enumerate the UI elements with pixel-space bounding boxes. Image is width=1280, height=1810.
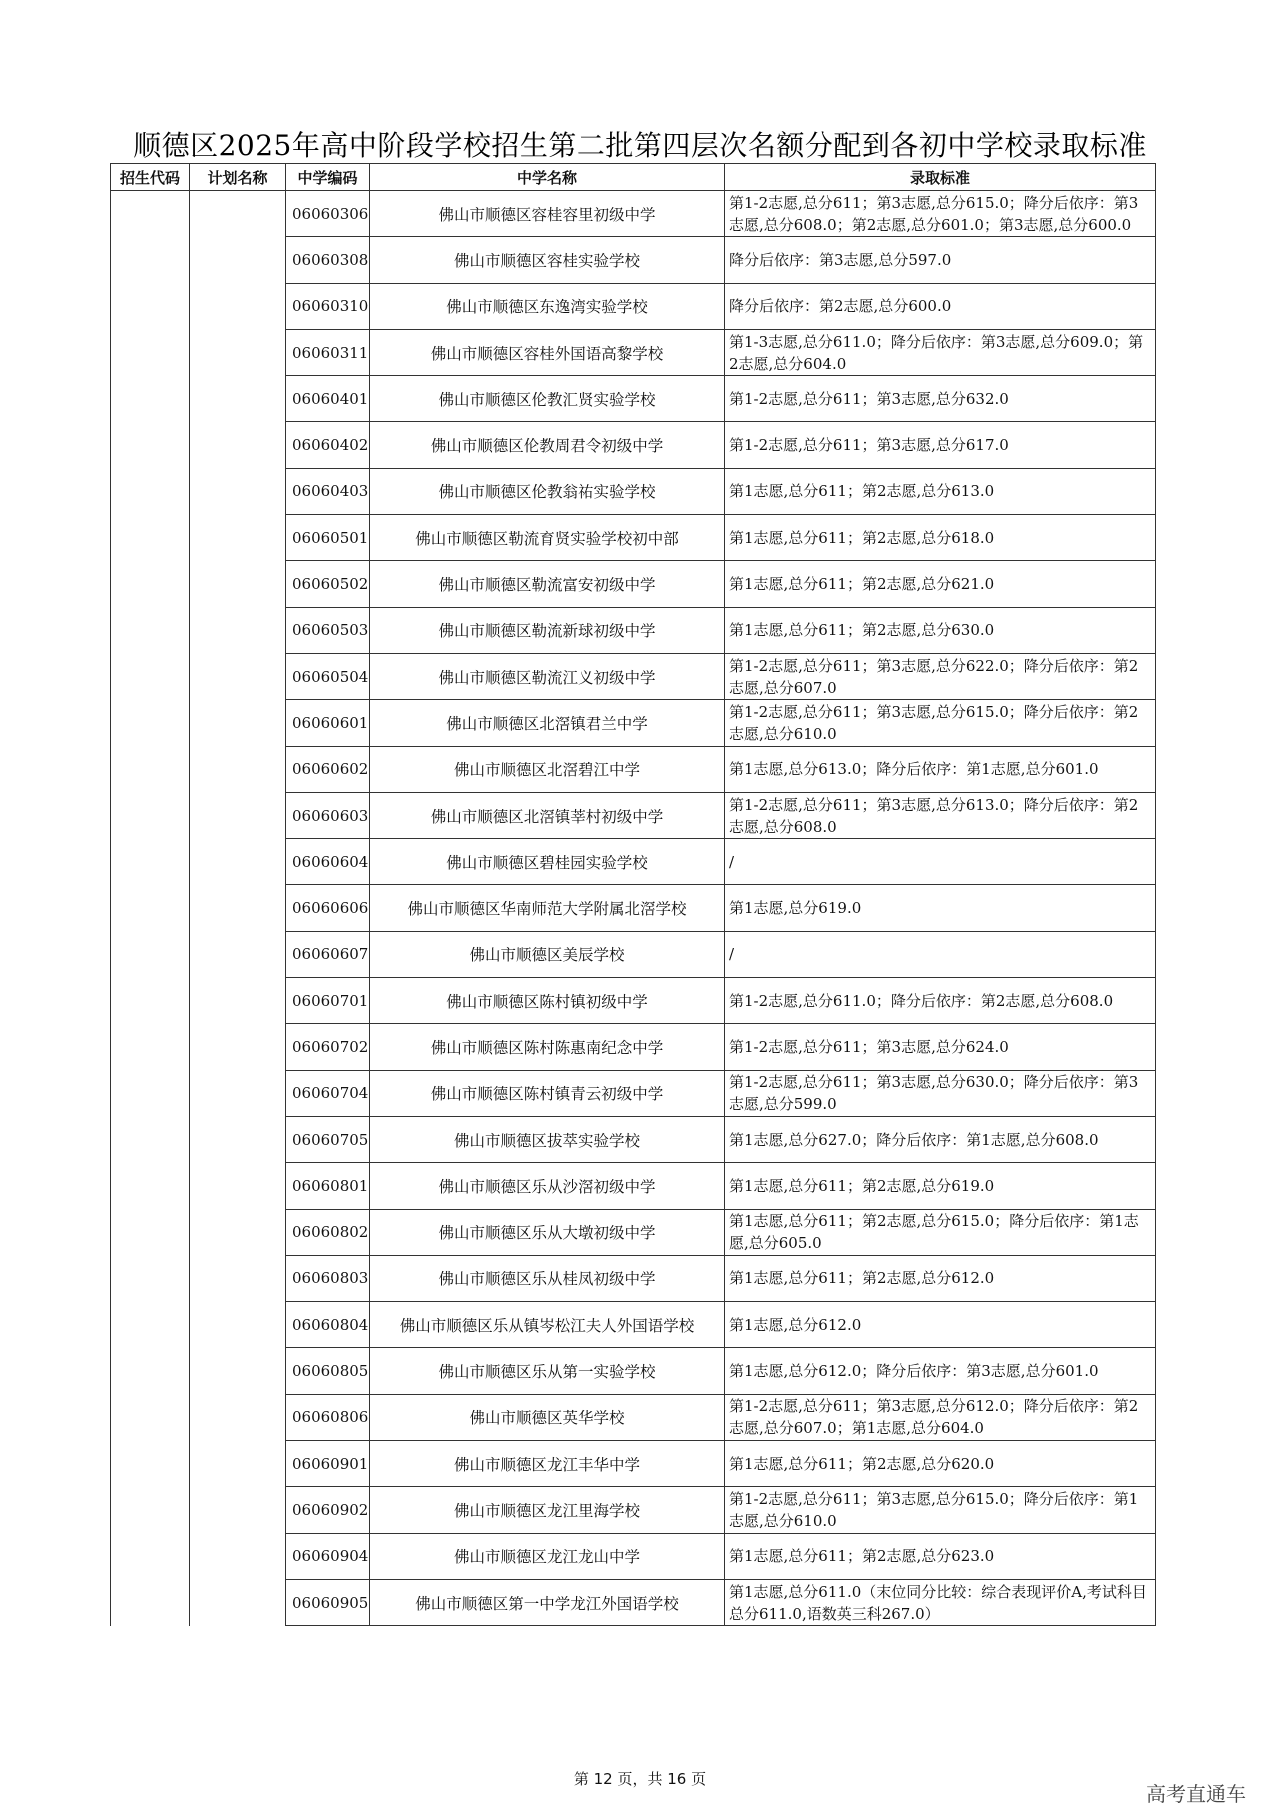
criteria-cell: 第1-2志愿,总分611；第3志愿,总分615.0；降分后依序：第1志愿,总分610.0 <box>725 1487 1156 1533</box>
table-row <box>111 746 1156 792</box>
school-name-cell: 佛山市顺德区勒流新球初级中学 <box>370 607 725 653</box>
table-row <box>111 1302 1156 1348</box>
recruit-code-cell <box>111 1070 190 1116</box>
table-row <box>111 1116 1156 1162</box>
criteria-cell: 降分后依序：第3志愿,总分597.0 <box>725 237 1156 283</box>
table-row <box>111 1441 1156 1487</box>
plan-name-cell <box>190 1394 286 1440</box>
plan-name-cell <box>190 1024 286 1070</box>
plan-name-cell <box>190 1348 286 1394</box>
recruit-code-cell <box>111 1441 190 1487</box>
plan-name-cell <box>190 1070 286 1116</box>
table-row <box>111 653 1156 699</box>
table-row <box>111 237 1156 283</box>
school-code-cell: 06060308 <box>286 237 370 283</box>
plan-name-cell <box>190 1579 286 1625</box>
school-code-cell: 06060401 <box>286 376 370 422</box>
header-recruit-code: 招生代码 <box>111 164 190 191</box>
plan-name-cell <box>190 885 286 931</box>
recruit-code-cell <box>111 561 190 607</box>
school-name-cell: 佛山市顺德区陈村镇初级中学 <box>370 978 725 1024</box>
table-row <box>111 700 1156 746</box>
table-row <box>111 839 1156 885</box>
school-code-cell: 06060905 <box>286 1579 370 1625</box>
criteria-cell: 第1-2志愿,总分611；第3志愿,总分622.0；降分后依序：第2志愿,总分607.0 <box>725 653 1156 699</box>
criteria-cell: 第1志愿,总分627.0；降分后依序：第1志愿,总分608.0 <box>725 1116 1156 1162</box>
criteria-cell: 第1志愿,总分619.0 <box>725 885 1156 931</box>
criteria-cell: 第1志愿,总分611；第2志愿,总分620.0 <box>725 1441 1156 1487</box>
recruit-code-cell <box>111 1209 190 1255</box>
school-code-cell: 06060802 <box>286 1209 370 1255</box>
criteria-cell: 第1志愿,总分611.0（末位同分比较：综合表现评价A,考试科目总分611.0,语数英三科267.0） <box>725 1579 1156 1625</box>
plan-name-cell <box>190 237 286 283</box>
school-code-cell: 06060801 <box>286 1163 370 1209</box>
school-name-cell: 佛山市顺德区北滘碧江中学 <box>370 746 725 792</box>
school-code-cell: 06060310 <box>286 283 370 329</box>
table-row <box>111 468 1156 514</box>
school-code-cell: 06060504 <box>286 653 370 699</box>
school-code-cell: 06060503 <box>286 607 370 653</box>
plan-name-cell <box>190 931 286 977</box>
school-name-cell: 佛山市顺德区伦教周君令初级中学 <box>370 422 725 468</box>
criteria-cell: 第1-2志愿,总分611；第3志愿,总分630.0；降分后依序：第3志愿,总分599.0 <box>725 1070 1156 1116</box>
header-school-code: 中学编码 <box>286 164 370 191</box>
criteria-cell: 第1志愿,总分611；第2志愿,总分619.0 <box>725 1163 1156 1209</box>
table-row <box>111 607 1156 653</box>
table-row <box>111 1024 1156 1070</box>
recruit-code-cell <box>111 283 190 329</box>
page-title: 顺德区2025年高中阶段学校招生第二批第四层次名额分配到各初中学校录取标准 <box>133 129 1147 162</box>
criteria-cell: 第1-3志愿,总分611.0；降分后依序：第3志愿,总分609.0；第2志愿,总分604.0 <box>725 329 1156 375</box>
school-name-cell: 佛山市顺德区北滘镇莘村初级中学 <box>370 792 725 838</box>
plan-name-cell <box>190 329 286 375</box>
table-row <box>111 792 1156 838</box>
table-row <box>111 931 1156 977</box>
school-code-cell: 06060607 <box>286 931 370 977</box>
plan-name-cell <box>190 746 286 792</box>
school-code-cell: 06060502 <box>286 561 370 607</box>
criteria-cell: 第1志愿,总分611；第2志愿,总分630.0 <box>725 607 1156 653</box>
recruit-code-cell <box>111 1394 190 1440</box>
school-name-cell: 佛山市顺德区龙江龙山中学 <box>370 1533 725 1579</box>
plan-name-cell <box>190 1533 286 1579</box>
recruit-code-cell <box>111 1579 190 1625</box>
school-name-cell: 佛山市顺德区拔萃实验学校 <box>370 1116 725 1162</box>
table-row <box>111 515 1156 561</box>
criteria-cell: 第1-2志愿,总分611；第3志愿,总分612.0；降分后依序：第2志愿,总分607.0；第1志愿,总分604.0 <box>725 1394 1156 1440</box>
criteria-cell: 第1志愿,总分611；第2志愿,总分613.0 <box>725 468 1156 514</box>
school-code-cell: 06060902 <box>286 1487 370 1533</box>
plan-name-cell <box>190 191 286 237</box>
recruit-code-cell <box>111 1302 190 1348</box>
school-code-cell: 06060804 <box>286 1302 370 1348</box>
header-school-name: 中学名称 <box>370 164 725 191</box>
school-name-cell: 佛山市顺德区容桂容里初级中学 <box>370 191 725 237</box>
school-code-cell: 06060306 <box>286 191 370 237</box>
recruit-code-cell <box>111 885 190 931</box>
criteria-cell: 第1-2志愿,总分611；第3志愿,总分617.0 <box>725 422 1156 468</box>
criteria-cell: 第1志愿,总分611；第2志愿,总分615.0；降分后依序：第1志愿,总分605.0 <box>725 1209 1156 1255</box>
school-name-cell: 佛山市顺德区勒流富安初级中学 <box>370 561 725 607</box>
school-name-cell: 佛山市顺德区英华学校 <box>370 1394 725 1440</box>
recruit-code-cell <box>111 1255 190 1301</box>
school-code-cell: 06060901 <box>286 1441 370 1487</box>
recruit-code-cell <box>111 237 190 283</box>
school-code-cell: 06060701 <box>286 978 370 1024</box>
recruit-code-cell <box>111 329 190 375</box>
table-row <box>111 561 1156 607</box>
criteria-cell: 第1-2志愿,总分611；第3志愿,总分615.0；降分后依序：第2志愿,总分610.0 <box>725 700 1156 746</box>
school-name-cell: 佛山市顺德区陈村镇青云初级中学 <box>370 1070 725 1116</box>
school-code-cell: 06060805 <box>286 1348 370 1394</box>
school-name-cell: 佛山市顺德区容桂实验学校 <box>370 237 725 283</box>
table-row <box>111 1533 1156 1579</box>
criteria-cell: 第1志愿,总分611；第2志愿,总分612.0 <box>725 1255 1156 1301</box>
recruit-code-cell <box>111 931 190 977</box>
recruit-code-cell <box>111 1163 190 1209</box>
criteria-cell: 第1志愿,总分613.0；降分后依序：第1志愿,总分601.0 <box>725 746 1156 792</box>
recruit-code-cell <box>111 1487 190 1533</box>
recruit-code-cell <box>111 746 190 792</box>
criteria-cell: 第1-2志愿,总分611；第3志愿,总分624.0 <box>725 1024 1156 1070</box>
table-row <box>111 376 1156 422</box>
watermark: 高考直通车 <box>1146 1782 1246 1806</box>
school-name-cell: 佛山市顺德区乐从沙滘初级中学 <box>370 1163 725 1209</box>
recruit-code-cell <box>111 607 190 653</box>
plan-name-cell <box>190 607 286 653</box>
school-code-cell: 06060702 <box>286 1024 370 1070</box>
school-code-cell: 06060603 <box>286 792 370 838</box>
school-name-cell: 佛山市顺德区陈村陈惠南纪念中学 <box>370 1024 725 1070</box>
criteria-cell: 第1-2志愿,总分611；第3志愿,总分615.0；降分后依序：第3志愿,总分608.0；第2志愿,总分601.0；第3志愿,总分600.0 <box>725 191 1156 237</box>
table-row <box>111 1487 1156 1533</box>
school-code-cell: 06060501 <box>286 515 370 561</box>
table-row <box>111 422 1156 468</box>
table-row <box>111 885 1156 931</box>
table-row <box>111 1163 1156 1209</box>
school-name-cell: 佛山市顺德区华南师范大学附属北滘学校 <box>370 885 725 931</box>
table-row <box>111 1579 1156 1625</box>
plan-name-cell <box>190 978 286 1024</box>
criteria-cell: 第1志愿,总分612.0 <box>725 1302 1156 1348</box>
recruit-code-cell <box>111 700 190 746</box>
school-code-cell: 06060403 <box>286 468 370 514</box>
recruit-code-cell <box>111 1348 190 1394</box>
table-row <box>111 1255 1156 1301</box>
school-name-cell: 佛山市顺德区美辰学校 <box>370 931 725 977</box>
recruit-code-cell <box>111 978 190 1024</box>
school-name-cell: 佛山市顺德区伦教汇贤实验学校 <box>370 376 725 422</box>
school-name-cell: 佛山市顺德区龙江丰华中学 <box>370 1441 725 1487</box>
school-code-cell: 06060705 <box>286 1116 370 1162</box>
recruit-code-cell <box>111 839 190 885</box>
school-code-cell: 06060602 <box>286 746 370 792</box>
table-row <box>111 1394 1156 1440</box>
table-header-row <box>111 164 1156 191</box>
school-name-cell: 佛山市顺德区乐从大墩初级中学 <box>370 1209 725 1255</box>
criteria-cell: 第1志愿,总分612.0；降分后依序：第3志愿,总分601.0 <box>725 1348 1156 1394</box>
plan-name-cell <box>190 700 286 746</box>
criteria-cell: 第1志愿,总分611；第2志愿,总分621.0 <box>725 561 1156 607</box>
recruit-code-cell <box>111 515 190 561</box>
school-name-cell: 佛山市顺德区北滘镇君兰中学 <box>370 700 725 746</box>
recruit-code-cell <box>111 792 190 838</box>
criteria-cell: 第1-2志愿,总分611；第3志愿,总分632.0 <box>725 376 1156 422</box>
plan-name-cell <box>190 839 286 885</box>
plan-name-cell <box>190 792 286 838</box>
plan-name-cell <box>190 1441 286 1487</box>
criteria-cell: 降分后依序：第2志愿,总分600.0 <box>725 283 1156 329</box>
plan-name-cell <box>190 1255 286 1301</box>
school-code-cell: 06060601 <box>286 700 370 746</box>
header-plan-name: 计划名称 <box>190 164 286 191</box>
criteria-cell: 第1-2志愿,总分611；第3志愿,总分613.0；降分后依序：第2志愿,总分608.0 <box>725 792 1156 838</box>
school-code-cell: 06060904 <box>286 1533 370 1579</box>
school-name-cell: 佛山市顺德区第一中学龙江外国语学校 <box>370 1579 725 1625</box>
table-row <box>111 978 1156 1024</box>
plan-name-cell <box>190 653 286 699</box>
plan-name-cell <box>190 1209 286 1255</box>
plan-name-cell <box>190 561 286 607</box>
school-code-cell: 06060311 <box>286 329 370 375</box>
school-name-cell: 佛山市顺德区东逸湾实验学校 <box>370 283 725 329</box>
criteria-cell: 第1志愿,总分611；第2志愿,总分623.0 <box>725 1533 1156 1579</box>
criteria-cell: / <box>725 839 1156 885</box>
recruit-code-cell <box>111 376 190 422</box>
school-name-cell: 佛山市顺德区碧桂园实验学校 <box>370 839 725 885</box>
plan-name-cell <box>190 1487 286 1533</box>
plan-name-cell <box>190 468 286 514</box>
school-name-cell: 佛山市顺德区乐从第一实验学校 <box>370 1348 725 1394</box>
school-code-cell: 06060606 <box>286 885 370 931</box>
plan-name-cell <box>190 1163 286 1209</box>
recruit-code-cell <box>111 653 190 699</box>
recruit-code-cell <box>111 1024 190 1070</box>
recruit-code-cell <box>111 422 190 468</box>
table-row <box>111 1209 1156 1255</box>
table-row <box>111 191 1156 237</box>
school-code-cell: 06060604 <box>286 839 370 885</box>
school-code-cell: 06060806 <box>286 1394 370 1440</box>
school-name-cell: 佛山市顺德区乐从桂凤初级中学 <box>370 1255 725 1301</box>
header-criteria: 录取标准 <box>725 164 1156 191</box>
recruit-code-cell <box>111 468 190 514</box>
school-name-cell: 佛山市顺德区伦教翁祐实验学校 <box>370 468 725 514</box>
school-name-cell: 佛山市顺德区容桂外国语高黎学校 <box>370 329 725 375</box>
table-row <box>111 1348 1156 1394</box>
school-code-cell: 06060402 <box>286 422 370 468</box>
plan-name-cell <box>190 515 286 561</box>
plan-name-cell <box>190 422 286 468</box>
plan-name-cell <box>190 376 286 422</box>
table-row <box>111 1070 1156 1116</box>
school-name-cell: 佛山市顺德区勒流育贤实验学校初中部 <box>370 515 725 561</box>
page-footer: 第 12 页，共 16 页 <box>573 1770 707 1788</box>
school-name-cell: 佛山市顺德区勒流江义初级中学 <box>370 653 725 699</box>
table-row <box>111 283 1156 329</box>
school-name-cell: 佛山市顺德区乐从镇岑松江夫人外国语学校 <box>370 1302 725 1348</box>
table-row <box>111 329 1156 375</box>
criteria-cell: / <box>725 931 1156 977</box>
school-name-cell: 佛山市顺德区龙江里海学校 <box>370 1487 725 1533</box>
recruit-code-cell <box>111 1116 190 1162</box>
plan-name-cell <box>190 1302 286 1348</box>
table-body <box>111 191 1156 1626</box>
school-code-cell: 06060803 <box>286 1255 370 1301</box>
admission-table <box>110 163 1156 1626</box>
recruit-code-cell <box>111 1533 190 1579</box>
school-code-cell: 06060704 <box>286 1070 370 1116</box>
recruit-code-cell <box>111 191 190 237</box>
plan-name-cell <box>190 283 286 329</box>
criteria-cell: 第1志愿,总分611；第2志愿,总分618.0 <box>725 515 1156 561</box>
criteria-cell: 第1-2志愿,总分611.0；降分后依序：第2志愿,总分608.0 <box>725 978 1156 1024</box>
plan-name-cell <box>190 1116 286 1162</box>
